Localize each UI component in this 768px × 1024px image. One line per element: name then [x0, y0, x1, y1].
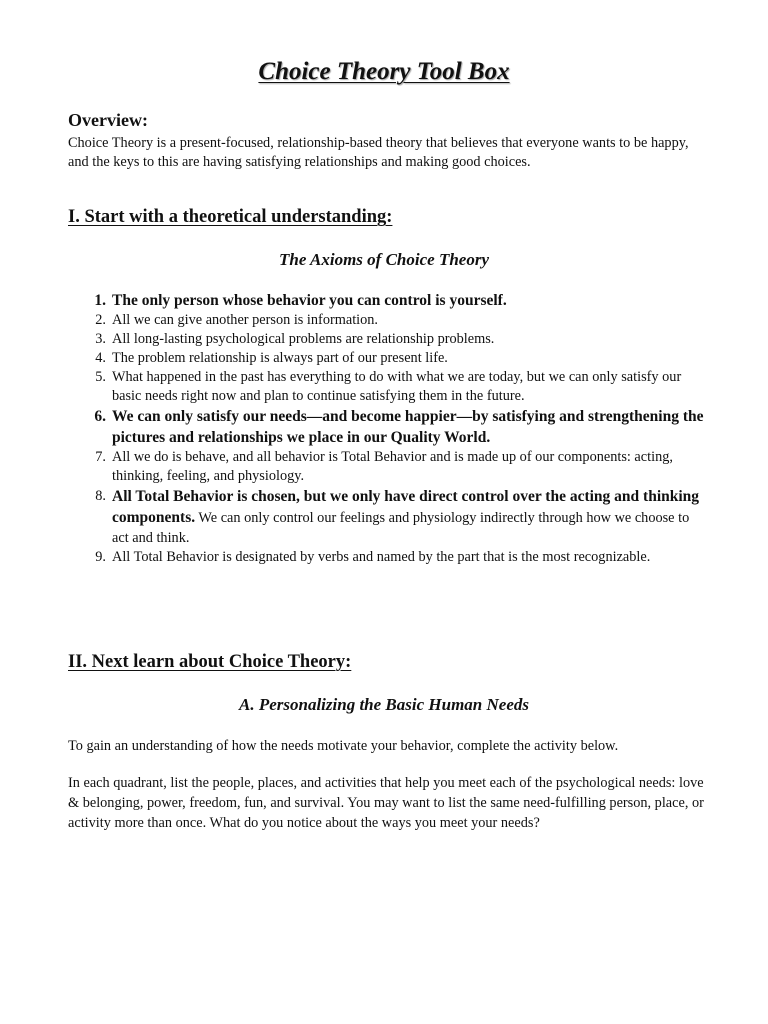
overview-heading: Overview:	[68, 110, 148, 130]
axiom-item	[68, 349, 708, 368]
axiom-item	[68, 311, 708, 330]
axiom-text: We can only satisfy our needs—and become happier—by satisfying and strengthening the pictures and relationships we place in our Quality World.	[112, 408, 704, 446]
axiom-number: 6.	[94, 408, 106, 425]
axiom-text: All we do is behave, and all behavior is Total Behavior and is made up of our components: acting, thinking, feeling, and physiology.	[112, 449, 673, 484]
document-title: Choice Theory Tool Box	[258, 58, 510, 85]
axiom-item	[68, 448, 708, 486]
section-heading-theory: I. Start with a theoretical understanding:	[68, 207, 393, 227]
axiom-item	[68, 330, 708, 349]
axiom-text: All Total Behavior is designated by verbs and named by the part that is the most recognizable.	[112, 549, 651, 565]
axiom-item	[68, 406, 708, 448]
axiom-text: The problem relationship is always part of our present life.	[112, 350, 448, 366]
instructions-paragraph: In each quadrant, list the people, places, and activities that help you meet each of the psychological needs: love & belonging, power, freedom, fun, and survival. You may want to list the same need-fulfilling person, place, or activity more than once. What do you notice about the ways you meet your needs?	[68, 775, 704, 831]
axioms-list	[68, 290, 708, 567]
axiom-number: 1.	[94, 292, 106, 309]
axiom-number: 3.	[95, 331, 106, 347]
intro-paragraph: To gain an understanding of how the needs motivate your behavior, complete the activity below.	[68, 738, 619, 754]
axiom-number: 8.	[95, 488, 106, 504]
axiom-item	[68, 290, 708, 311]
needs-heading: A. Personalizing the Basic Human Needs	[239, 695, 529, 714]
section-heading-learn: II. Next learn about Choice Theory:	[68, 652, 352, 672]
axiom-text: The only person whose behavior you can control is yourself.	[112, 292, 507, 309]
axiom-item	[68, 548, 708, 567]
axiom-text: What happened in the past has everything to do with what we are today, but we can only satisfy our basic needs right now and plan to continue satisfying them in the future.	[112, 369, 682, 404]
axiom-bold-text: All Total Behavior is chosen, but we only have direct control over the acting and thinking components.	[112, 488, 700, 526]
axiom-text: All long-lasting psychological problems are relationship problems.	[112, 331, 495, 347]
overview-paragraph: Choice Theory is a present-focused, relationship-based theory that believes that everyone wants to be happy, and the keys to this are having satisfying relationships and making good choices.	[68, 135, 689, 170]
axiom-number: 5.	[95, 369, 106, 385]
axiom-number: 7.	[95, 449, 106, 465]
axiom-text: All we can give another person is information.	[112, 312, 379, 328]
axiom-item	[68, 368, 708, 406]
axioms-heading: The Axioms of Choice Theory	[279, 250, 489, 269]
axiom-item	[68, 486, 708, 548]
axiom-number: 4.	[95, 350, 106, 366]
axiom-number: 2.	[95, 312, 106, 328]
axiom-number: 9.	[95, 549, 106, 565]
axiom-text: We can only control our feelings and physiology indirectly through how we choose to act and think.	[112, 510, 690, 546]
